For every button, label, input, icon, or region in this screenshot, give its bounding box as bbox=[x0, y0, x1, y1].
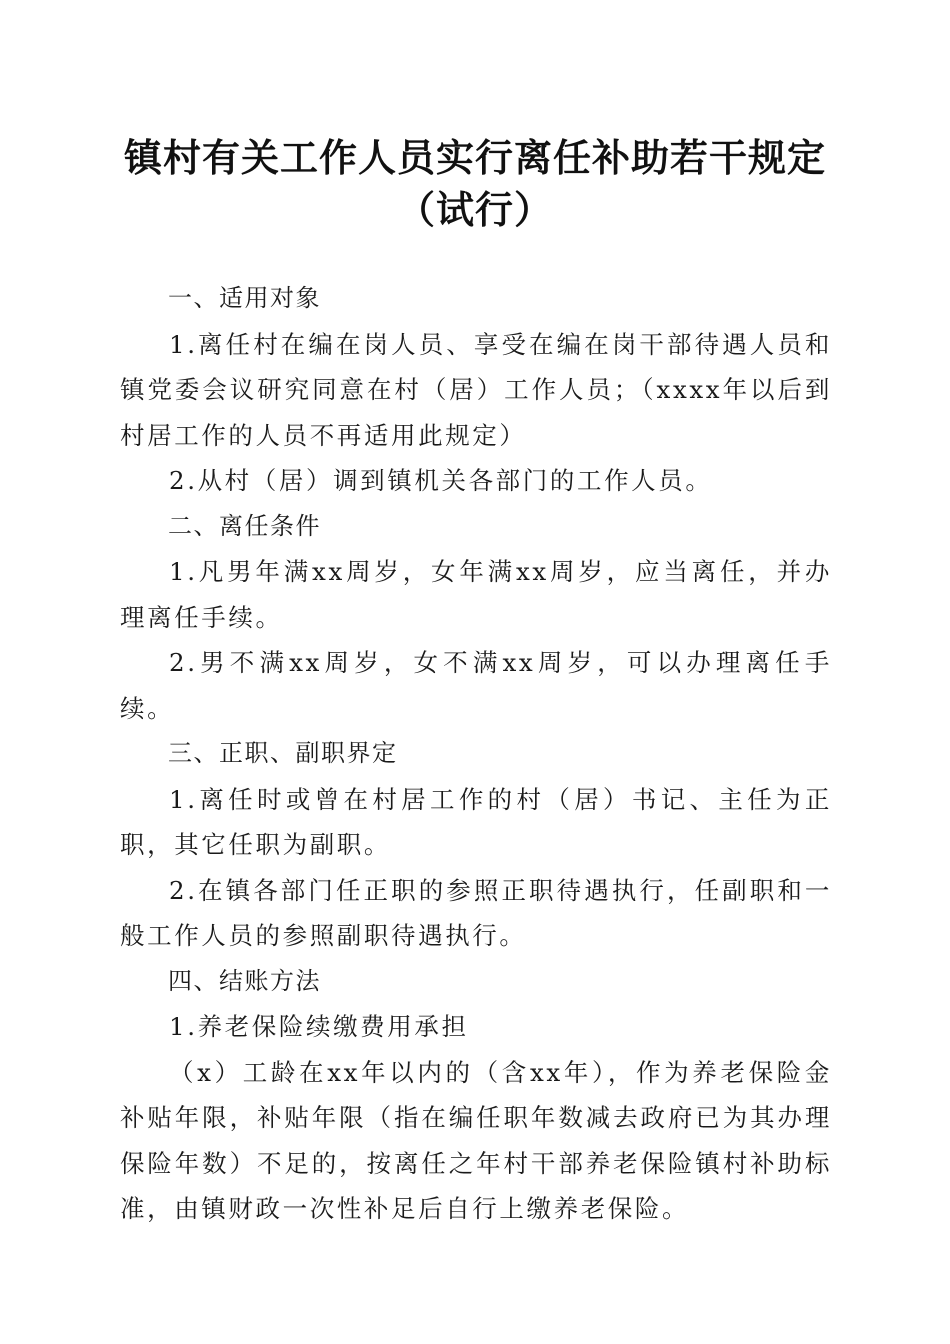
section-heading: 四、结账方法 bbox=[168, 966, 321, 995]
document-title: 镇村有关工作人员实行离任补助若干规定（试行） bbox=[123, 135, 826, 232]
paragraph: 1.离任村在编在岗人员、享受在编在岗干部待遇人员和镇党委会议研究同意在村（居）工作人员；（xxxx年以后到村居工作的人员不再适用此规定） bbox=[120, 329, 832, 450]
paragraph: 2.男不满xx周岁，女不满xx周岁，可以办理离任手续。 bbox=[120, 648, 832, 723]
paragraph: 1.养老保险续缴费用承担 bbox=[169, 1012, 469, 1041]
paragraph: 1.凡男年满xx周岁，女年满xx周岁，应当离任，并办理离任手续。 bbox=[120, 557, 832, 632]
paragraph: （x）工龄在xx年以内的（含xx年），作为养老保险金补贴年限，补贴年限（指在编任职年数减去政府已为其办理保险年数）不足的，按离任之年村干部养老保险镇村补助标准，由镇财政一次性补足后自行上缴养老保险。 bbox=[120, 1057, 832, 1223]
section-heading: 三、正职、副职界定 bbox=[168, 739, 398, 767]
paragraph: 2.从村（居）调到镇机关各部门的工作人员。 bbox=[169, 466, 713, 495]
document-body bbox=[120, 276, 832, 1232]
section-heading: 二、离任条件 bbox=[168, 511, 321, 540]
paragraph: 2.在镇各部门任正职的参照正职待遇执行，任副职和一般工作人员的参照副职待遇执行。 bbox=[120, 875, 832, 950]
section-heading: 一、适用对象 bbox=[168, 284, 321, 312]
paragraph: 1.离任时或曾在村居工作的村（居）书记、主任为正职，其它任职为副职。 bbox=[120, 784, 832, 859]
